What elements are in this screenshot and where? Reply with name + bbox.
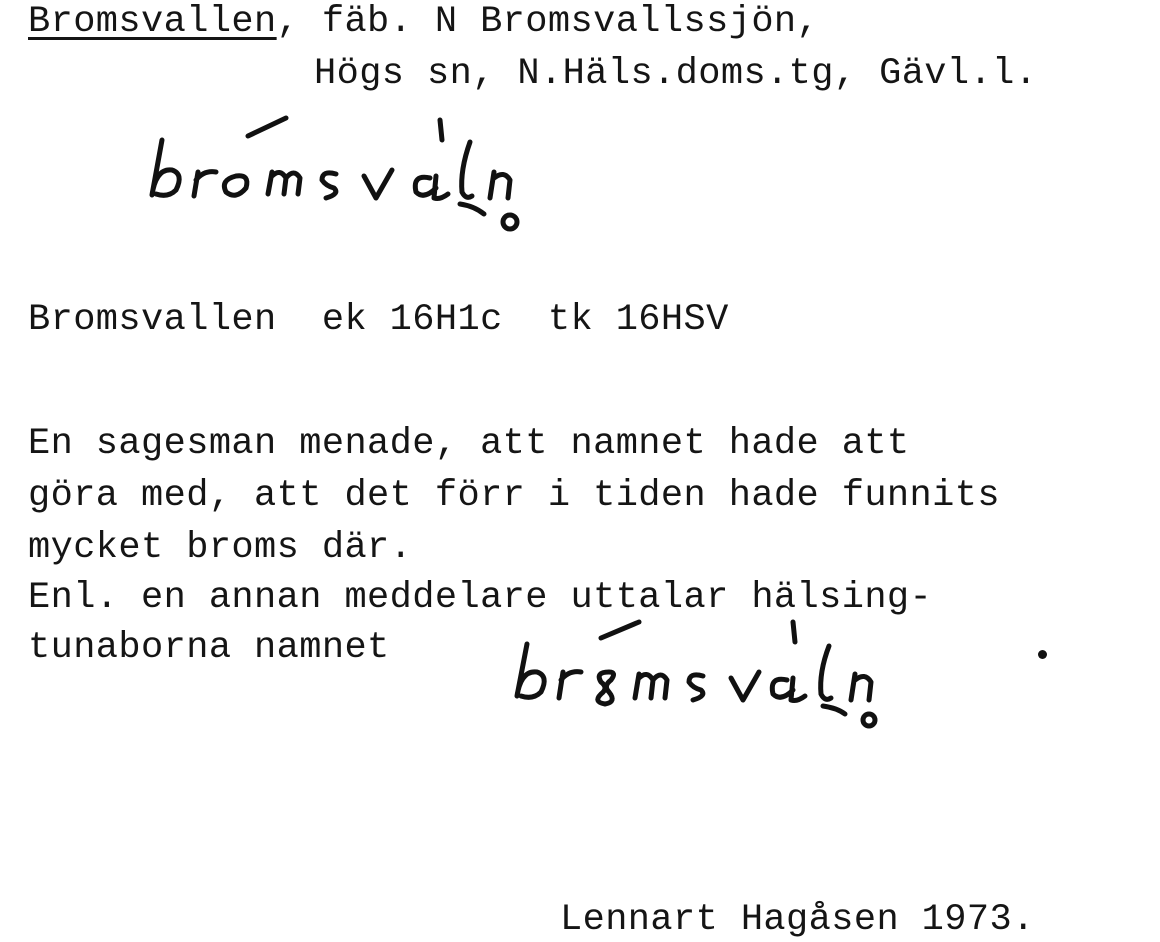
headword: Bromsvallen xyxy=(28,1,277,43)
map-reference: Bromsvallen ek 16H1c tk 16HSV xyxy=(28,299,729,341)
body-line-5: tunaborna namnet xyxy=(28,627,390,669)
body-line-3: mycket broms där. xyxy=(28,527,413,569)
body-line-4: Enl. en annan meddelare uttalar hälsing- xyxy=(28,577,933,619)
card-line-1 xyxy=(28,1,820,43)
body-line-1: En sagesman menade, att namnet hade att xyxy=(28,423,910,465)
headword-description: , fäb. N Bromsvallssjön, xyxy=(276,1,820,43)
body-line-2: göra med, att det förr i tiden hade funnits xyxy=(28,475,1000,517)
signature: Lennart Hagåsen 1973. xyxy=(560,899,1035,941)
card-line-2: Högs sn, N.Häls.doms.tg, Gävl.l. xyxy=(314,53,1038,95)
handwritten-pronunciation-1 xyxy=(140,100,560,240)
trailing-period xyxy=(1038,650,1047,659)
handwritten-pronunciation-2 xyxy=(505,610,925,730)
